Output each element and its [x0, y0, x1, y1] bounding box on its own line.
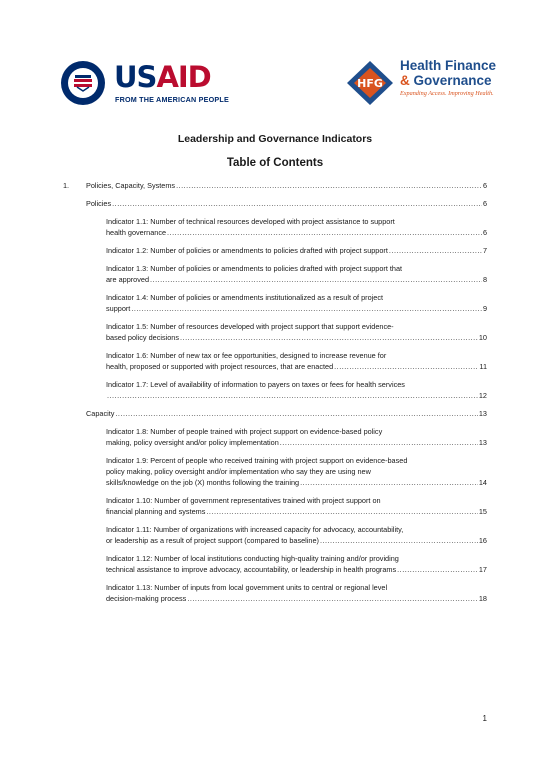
- page-number: 1: [482, 714, 487, 723]
- toc-entry-indicator-1-12[interactable]: [63, 553, 487, 575]
- usaid-seal-icon: [60, 60, 106, 106]
- toc-page-number: 13: [478, 409, 487, 418]
- document-title: Leadership and Governance Indicators: [177, 133, 373, 145]
- toc-entry-policies[interactable]: [63, 198, 487, 209]
- toc-entry-indicator-1-3[interactable]: [63, 263, 487, 285]
- toc-entry-text-line: Indicator 1.10: Number of government representatives trained with project support on: [106, 496, 381, 505]
- table-of-contents: [63, 180, 487, 604]
- toc-entry-indicator-1-8[interactable]: [63, 426, 487, 448]
- toc-entry-text-line: are approved: [106, 275, 150, 284]
- toc-entry-text-line: Indicator 1.12: Number of local institutions conducting high-quality training and/or providing: [106, 554, 399, 563]
- toc-page-number: 17: [478, 565, 487, 574]
- toc-page-number: 16: [478, 536, 487, 545]
- hfg-logo: [345, 58, 495, 110]
- toc-entry-text-line: Indicator 1.6: Number of new tax or fee opportunities, designed to increase revenue for: [106, 351, 387, 360]
- toc-entry-text-line: Indicator 1.11: Number of organizations with increased capacity for advocacy, accountability,: [106, 525, 404, 534]
- toc-entry-text-line: technical assistance to improve advocacy, accountability, or leadership in health programs: [106, 565, 397, 574]
- toc-entry-indicator-1-5[interactable]: [63, 321, 487, 343]
- toc-entry-text-line: making, policy oversight and/or policy implementation: [106, 438, 279, 447]
- toc-entry-indicator-1-4[interactable]: [63, 292, 487, 314]
- toc-entry-indicator-1-11[interactable]: [63, 524, 487, 546]
- toc-entry-text-line: Indicator 1.2: Number of policies or amendments to policies drafted with project support: [106, 246, 388, 255]
- toc-entry-indicator-1-7[interactable]: [63, 379, 487, 401]
- toc-entry-indicator-1-13[interactable]: [63, 582, 487, 604]
- toc-page-number: 13: [478, 438, 487, 447]
- toc-page-number: 6: [482, 228, 487, 237]
- toc-entry-text-line: Indicator 1.4: Number of policies or amendments institutionalized as a result of project: [106, 293, 384, 302]
- hfg-title-line1: Health Finance: [400, 58, 497, 73]
- toc-entry-text-line: Indicator 1.13: Number of inputs from local government units to central or regional level: [106, 583, 388, 592]
- toc-page-number: 8: [482, 275, 487, 284]
- toc-entry-section-1[interactable]: [63, 180, 487, 191]
- toc-entry-indicator-1-2[interactable]: [63, 245, 487, 256]
- usaid-tagline: FROM THE AMERICAN PEOPLE: [115, 95, 229, 104]
- toc-page-number: 11: [479, 362, 487, 371]
- toc-entry-text: Policies, Capacity, Systems: [86, 181, 176, 190]
- toc-page-number: 6: [482, 199, 487, 208]
- toc-title: Table of Contents: [226, 157, 324, 169]
- toc-entry-text-line: health governance: [106, 228, 167, 237]
- toc-entry-indicator-1-1[interactable]: [63, 216, 487, 238]
- toc-entry-text-line: policy making, policy oversight and/or implementation who say they are using new: [106, 467, 371, 476]
- toc-entry-text-line: decision-making process: [106, 594, 187, 603]
- toc-page-number: 6: [482, 181, 487, 190]
- toc-entry-indicator-1-10[interactable]: [63, 495, 487, 517]
- toc-page-number: 12: [478, 391, 487, 400]
- toc-entry-text-line: Indicator 1.9: Percent of people who received training with project support on evidence-based: [106, 456, 408, 465]
- toc-entry-text-line: Indicator 1.7: Level of availability of information to payers on taxes or fees for health services: [106, 380, 405, 389]
- hfg-tagline: Expanding Access. Improving Health.: [400, 90, 494, 97]
- toc-entry-text-line: skills/knowledge on the job (X) months following the training: [106, 478, 300, 487]
- toc-entry-text-line: financial planning and systems: [106, 507, 206, 516]
- toc-entry-text: Capacity: [86, 409, 115, 418]
- usaid-wordmark: USAID: [114, 60, 211, 94]
- toc-entry-text-line: Indicator 1.3: Number of policies or amendments to policies drafted with project support that: [106, 264, 403, 273]
- toc-section-number: 1.: [63, 181, 70, 190]
- toc-page-number: 18: [478, 594, 487, 603]
- toc-entry-text: Policies: [86, 199, 112, 208]
- toc-page-number: 7: [482, 246, 487, 255]
- toc-page-number: 10: [478, 333, 487, 342]
- hfg-mark-icon: [345, 60, 395, 106]
- toc-entry-text-line: support: [106, 304, 131, 313]
- toc-entry-text-line: Indicator 1.1: Number of technical resources developed with project assistance to support: [106, 217, 395, 226]
- toc-entry-indicator-1-6[interactable]: [63, 350, 487, 372]
- usaid-logo: [60, 60, 230, 108]
- toc-entry-text-line: or leadership as a result of project support (compared to baseline): [106, 536, 319, 545]
- toc-entry-text-line: health, proposed or supported with project resources, that are enacted: [106, 362, 334, 371]
- toc-entry-indicator-1-9[interactable]: [63, 455, 487, 488]
- toc-page-number: 9: [482, 304, 487, 313]
- toc-entry-text-line: based policy decisions: [106, 333, 180, 342]
- hfg-title-line2: & Governance: [400, 73, 492, 88]
- toc-entry-text-line: Indicator 1.5: Number of resources developed with project support that support evidence-: [106, 322, 394, 331]
- toc-page-number: 14: [478, 478, 487, 487]
- toc-page-number: 15: [478, 507, 487, 516]
- toc-entry-capacity[interactable]: [63, 408, 487, 419]
- svg-text:HFG: HFG: [357, 77, 383, 90]
- toc-entry-text-line: Indicator 1.8: Number of people trained with project support on evidence-based policy: [106, 427, 383, 436]
